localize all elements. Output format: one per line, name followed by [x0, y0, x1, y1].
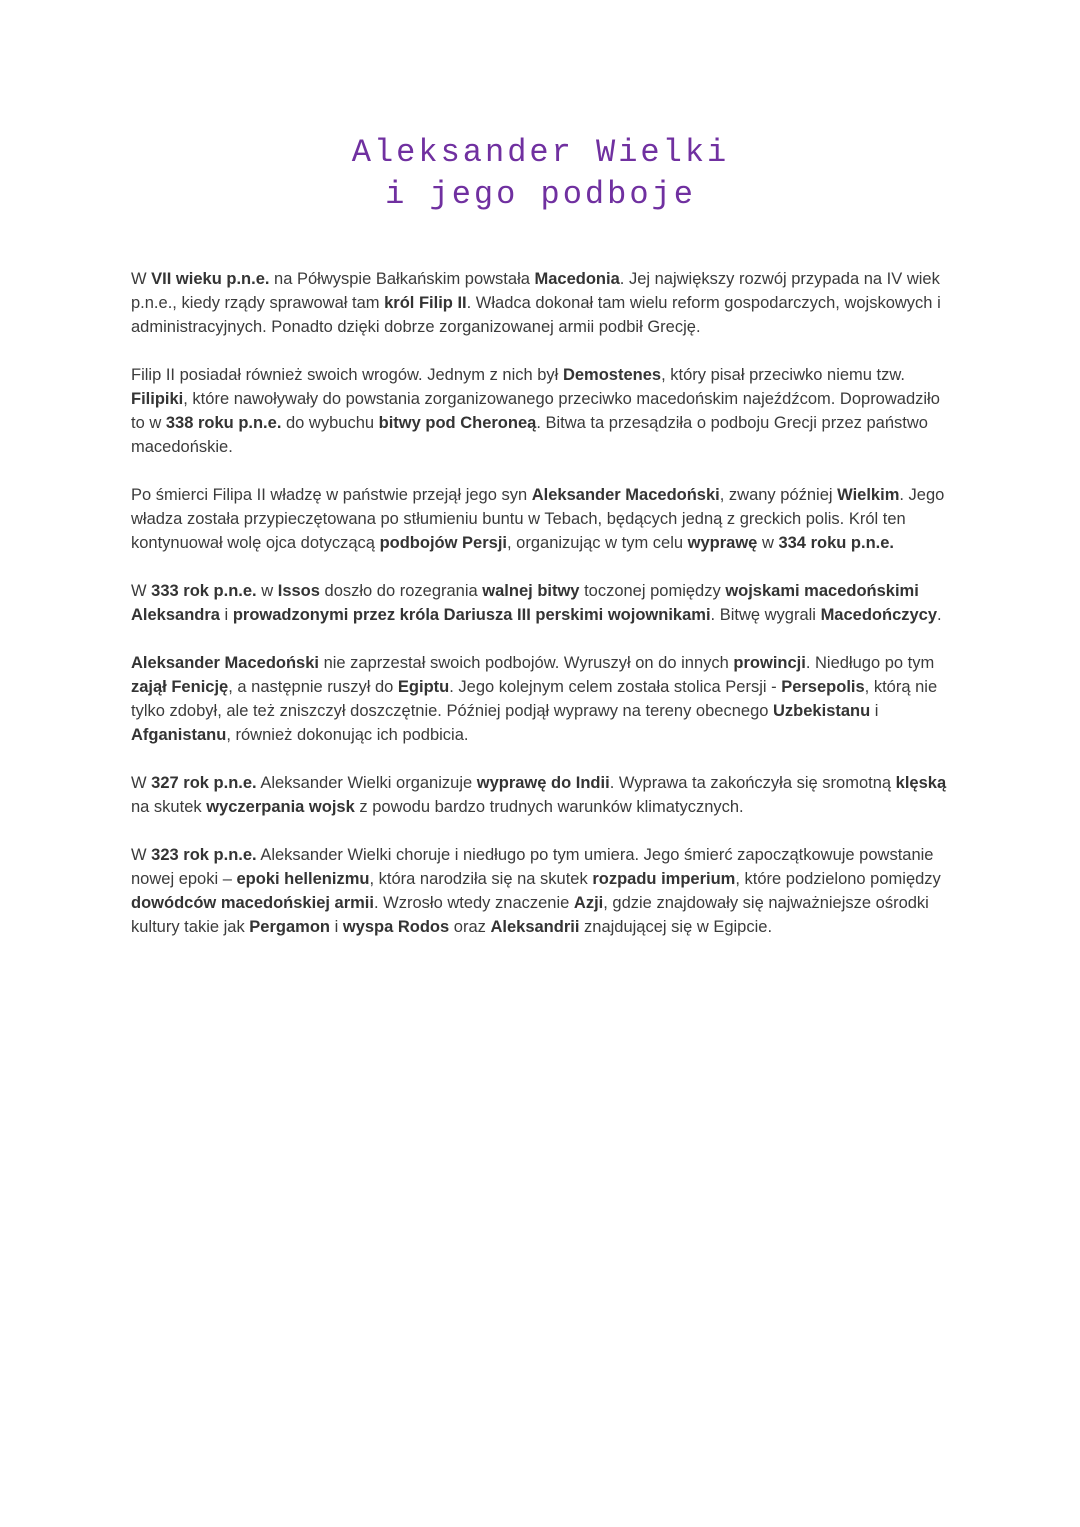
text-run: , a następnie ruszył do [228, 678, 398, 697]
text-run: , która narodziła się na skutek [369, 870, 593, 889]
text-run: , zwany później [719, 486, 838, 505]
bold-text-run: Pergamon [249, 918, 330, 937]
document-title-line-1: Aleksander Wielki [351, 134, 730, 171]
text-run: , które nawoływały do powstania zorganizowanego przeciwko macedońskim najeźdźcom. Doprowadziło to w [131, 390, 940, 433]
bold-text-run: dowódców macedońskiej armii [131, 894, 374, 913]
bold-text-run: Filipiki [131, 390, 184, 409]
bold-text-run: 338 roku p.n.e. [165, 414, 282, 433]
text-run: W [131, 846, 152, 865]
text-run: i [870, 702, 879, 721]
bold-text-run: 333 rok p.n.e. [151, 582, 257, 601]
bold-text-run: 327 rok p.n.e. [151, 774, 257, 793]
bold-text-run: 334 roku p.n.e. [778, 534, 894, 553]
bold-text-run: rozpadu imperium [592, 870, 736, 889]
text-run: do wybuchu [281, 414, 379, 433]
text-run: . Niedługo po tym [805, 654, 935, 673]
text-run: Filip II posiadał również swoich wrogów. Jednym z nich był [131, 366, 563, 385]
bold-text-run: wojskami macedońskimi Aleksandra [131, 582, 919, 625]
text-run: W [131, 774, 152, 793]
bold-text-run: epoki hellenizmu [236, 870, 370, 889]
bold-text-run: 323 rok p.n.e. [151, 846, 257, 865]
bold-text-run: podbojów Persji [379, 534, 507, 553]
document-title-line-2: i jego podboje [385, 175, 696, 213]
document-title [131, 132, 950, 215]
text-run: na Półwyspie Bałkańskim powstała [269, 270, 535, 289]
text-run: toczonej pomiędzy [579, 582, 726, 601]
bold-text-run: VII wieku p.n.e. [151, 270, 270, 289]
text-run: , który pisał przeciwko niemu tzw. [661, 366, 905, 385]
text-run: znajdującej się w Egipcie. [579, 918, 773, 937]
text-run: W [131, 270, 152, 289]
bold-text-run: walnej bitwy [482, 582, 580, 601]
bold-text-run: wyprawę [687, 534, 758, 553]
text-run: doszło do rozegrania [319, 582, 483, 601]
bold-text-run: Aleksandrii [490, 918, 580, 937]
text-run: i [219, 606, 233, 625]
paragraph [131, 843, 950, 939]
text-run: . Bitwa ta przesądziła o podboju Grecji przez państwo macedońskie. [131, 414, 928, 457]
bold-text-run: bitwy pod Cheroneą [378, 414, 537, 433]
text-run: , organizując w tym celu [507, 534, 688, 553]
text-run: . Jej największy rozwój przypada na IV wiek p.n.e., kiedy rządy sprawował tam [131, 270, 940, 313]
bold-text-run: prowincji [733, 654, 806, 673]
bold-text-run: klęską [895, 774, 947, 793]
text-run: nie zaprzestał swoich podbojów. Wyruszył on do innych [319, 654, 734, 673]
text-run: , również dokonując ich podbicia. [226, 726, 469, 745]
text-run: , którą nie tylko zdobył, ale też zniszczył doszczętnie. Później podjął wyprawy na tereny obecnego [131, 678, 938, 721]
text-run: w [256, 582, 278, 601]
paragraph [131, 651, 950, 747]
bold-text-run: Issos [277, 582, 320, 601]
text-run: z powodu bardzo trudnych warunków klimatycznych. [354, 798, 744, 817]
bold-text-run: Uzbekistanu [773, 702, 871, 721]
bold-text-run: zajął Fenicję [131, 678, 229, 697]
bold-text-run: Demostenes [562, 366, 662, 385]
text-run: . Jego władza została przypieczętowana po stłumieniu buntu w Tebach, będących jedną z greckich polis. Król ten kontynuował wolę ojca dotyczącą [131, 486, 945, 553]
text-run: oraz [449, 918, 491, 937]
text-run: . Wyprawa ta zakończyła się sromotną [609, 774, 896, 793]
text-run: Aleksander Wielki choruje i niedługo po tym umiera. Jego śmierć zapoczątkowuje powstanie nowej epoki – [131, 846, 934, 889]
text-run: . Bitwę wygrali [710, 606, 821, 625]
bold-text-run: wyspa Rodos [342, 918, 450, 937]
paragraph [131, 267, 950, 339]
paragraph [131, 483, 950, 555]
bold-text-run: wyczerpania wojsk [206, 798, 355, 817]
text-run: . Władca dokonał tam wielu reform gospodarczych, wojskowych i administracyjnych. Ponadto dzięki dobrze zorganizowanej armii podbił Grecję. [131, 294, 941, 337]
bold-text-run: król Filip II [384, 294, 467, 313]
bold-text-run: prowadzonymi przez króla Dariusza III perskimi wojownikami [232, 606, 711, 625]
bold-text-run: Afganistanu [131, 726, 227, 745]
text-run: , gdzie znajdowały się najważniejsze ośrodki kultury takie jak [131, 894, 929, 937]
paragraph [131, 579, 950, 627]
paragraph [131, 363, 950, 459]
bold-text-run: Macedończycy [820, 606, 938, 625]
bold-text-run: Aleksander Macedoński [531, 486, 720, 505]
text-run: i [329, 918, 343, 937]
text-run: . [937, 606, 942, 625]
text-run: w [757, 534, 779, 553]
text-run: , które podzielono pomiędzy [735, 870, 941, 889]
bold-text-run: Aleksander Macedoński [131, 654, 319, 673]
bold-text-run: Azji [573, 894, 604, 913]
text-run: Po śmierci Filipa II władzę w państwie przejął jego syn [131, 486, 532, 505]
bold-text-run: wyprawę do Indii [476, 774, 610, 793]
paragraph [131, 771, 950, 819]
bold-text-run: Egiptu [397, 678, 450, 697]
bold-text-run: Wielkim [837, 486, 900, 505]
document-body [131, 267, 950, 939]
text-run: W [131, 582, 152, 601]
text-run: . Wzrosło wtedy znaczenie [373, 894, 574, 913]
bold-text-run: Macedonia [534, 270, 620, 289]
text-run: . Jego kolejnym celem została stolica Persji - [449, 678, 782, 697]
text-run: na skutek [131, 798, 207, 817]
text-run: Aleksander Wielki organizuje [256, 774, 477, 793]
bold-text-run: Persepolis [781, 678, 865, 697]
